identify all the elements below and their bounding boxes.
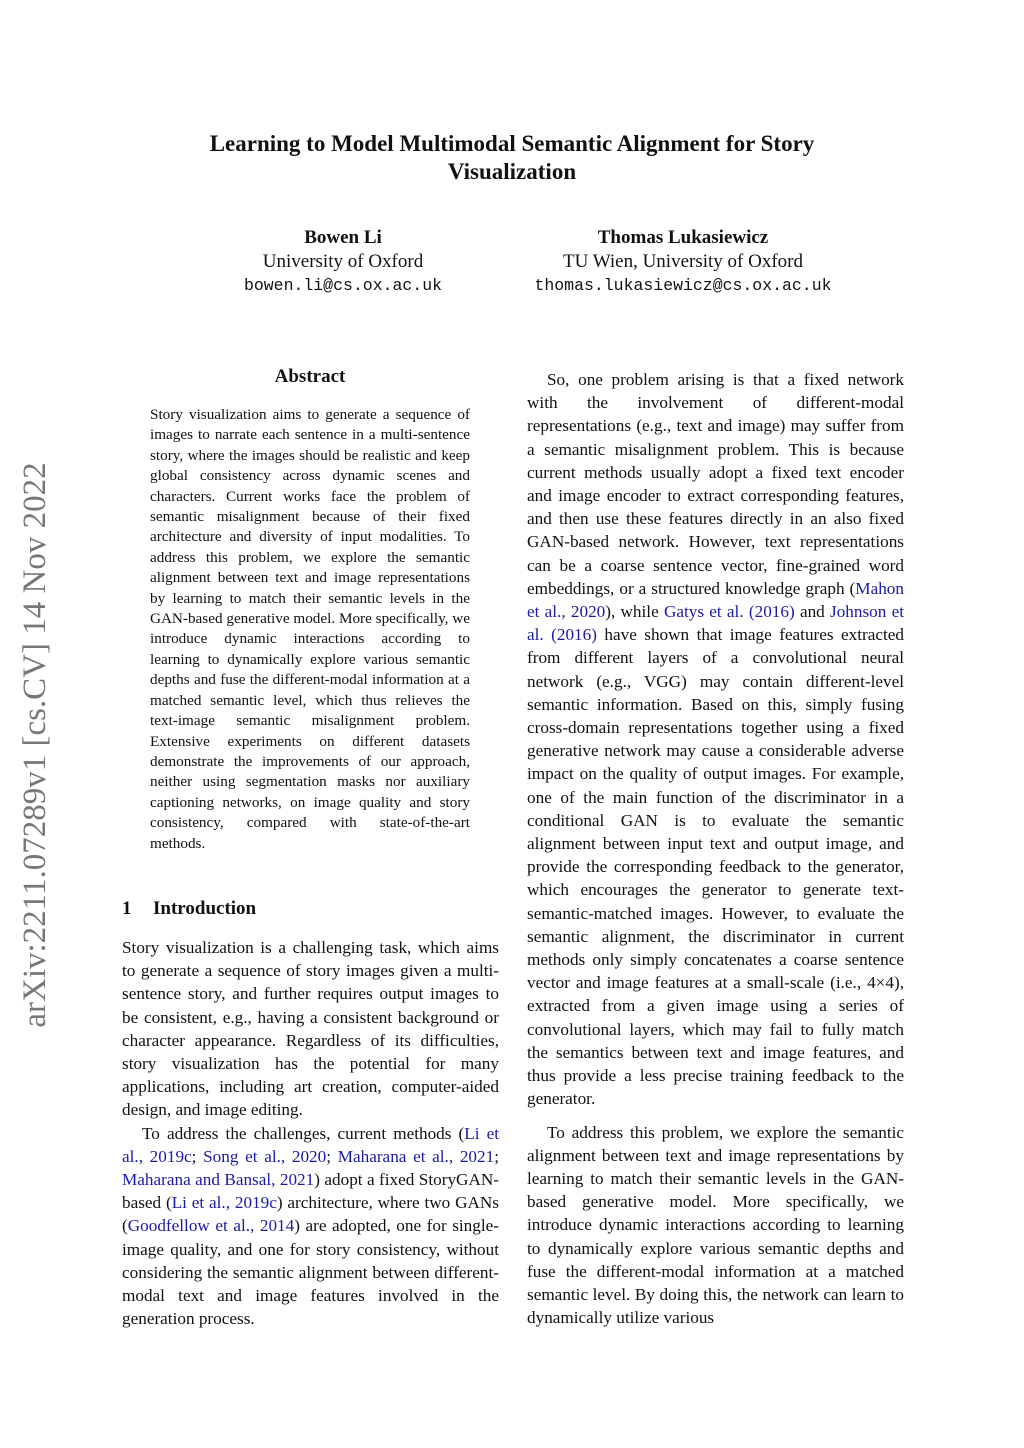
text-run: ) adopt a fixed StoryGAN-based ( [122,1170,499,1213]
citation-link[interactable]: Goodfellow et al., 2014 [127,1216,295,1236]
abstract-text: Story visualization aims to generate a sequence of images to narrate each sentence in a multi-sentence story, where the images should be realistic and keep global consistency across dynamic scenes and characters. Current works face the problem of semantic misalignment because of their fixed architecture and diversity of input modalities. To address this problem, we explore the semantic alignment between text and image representations by learning to match their semantic levels in the GAN-based generative model. More specifically, we introduce dynamic interactions according to learning to dynamically explore various semantic depths and fuse the different-modal information at a matched semantic level, which thus relieves the text-image semantic misalignment problem. Extensive experiments on different datasets demonstrate the improvements of our approach, neither using segmentation masks nor auxiliary captioning networks, on image quality and story consistency, compared with state-of-the-art methods. [150,406,470,852]
citation-link[interactable]: Johnson et al. (2016) [527,602,904,645]
text-run: ), while [605,602,664,622]
author-affiliation: TU Wien, University of Oxford [562,251,804,272]
author-block-2 [518,226,848,298]
paper-title [150,130,874,186]
arxiv-stamp: arXiv:2211.07289v1 [cs.CV] 14 Nov 2022 [17,462,53,1028]
citation-link[interactable]: Song et al., 2020 [203,1146,327,1166]
citation-link[interactable]: Maharana et al., 2021 [337,1146,495,1166]
citation-link[interactable]: Maharana and Bansal, 2021 [122,1170,315,1190]
text-run: and [794,602,830,622]
text-run: ; [191,1146,204,1166]
title-line-2: Visualization [447,159,577,184]
citation-link[interactable]: Mahon et al., 2020 [527,578,904,622]
section-title: Introduction [153,898,257,919]
abstract-heading: Abstract [274,366,346,387]
text-run: have shown that image features extracted from different layers of a convolutional neural network (e.g., VGG) may contain different-level semantic information. Based on this, simply fusing cross-domain representations together using a fixed generative network may cause a considerable adverse impact on the quality of output images. For example, one of the main function of the discriminator in a conditional GAN is to evaluate the semantic alignment between input text and output image, and provide the corresponding feedback to the generator, which encourages the generator to generate text-semantic-matched images. However, to evaluate the semantic alignment, the discriminator in current methods only simply concatenates a coarse sentence vector and image features at a small-scale (i.e., 4×4), extracted from a given image using a series of convolutional layers, which may fail to fully match the semantics between text and image features, and thus provide a less precise training feedback to the generator. [527,625,904,1109]
left-column [122,936,499,1330]
intro-paragraph-4: To address this problem, we explore the semantic alignment between text and image representations by learning to match their semantic levels in the GAN-based generative model. More specifically, we introduce dynamic interactions according to learning to dynamically explore various semantic depths and fuse the different-modal information at a matched semantic level. By doing this, the network can learn to dynamically utilize various [527,1122,904,1328]
intro-paragraph-1: Story visualization is a challenging task, which aims to generate a sequence of story images given a multi-sentence story, and further requires output images to be consistent, e.g., having a consistent background or character appearance. Regardless of its difficulties, story visualization has the potential for many applications, including art creation, computer-aided design, and image editing. [122,938,499,1120]
text-run: To address the challenges, current methods ( [142,1123,465,1143]
citation-link[interactable]: Li et al., 2019c [171,1193,277,1213]
right-column [527,368,904,1329]
author-block-1 [178,226,508,298]
intro-paragraph-3 [527,368,904,1111]
text-run: ) are adopted, one for single-image quality, and one for story consistency, without considering the semantic alignment between different-modal text and image features involved in the generation process. [122,1216,499,1329]
citation-link[interactable]: Li et al., 2019c [122,1123,499,1166]
author-email: bowen.li@cs.ox.ac.uk [243,276,443,295]
section-number: 1 [122,898,132,919]
intro-paragraph-2 [122,1122,499,1331]
text-run: So, one problem arising is that a fixed network with the involvement of different-modal representations (e.g., text and image) may suffer from a semantic misalignment problem. This is because current methods usually adopt a fixed text encoder and image encoder to extract corresponding features, and then use these features directly in an also fixed GAN-based network. However, text representations can be a coarse sentence vector, fine-grained word embeddings, or a structured knowledge graph ( [527,370,904,598]
author-name: Thomas Lukasiewicz [597,227,769,248]
text-run: ) architecture, where two GANs ( [122,1193,499,1236]
text-run: ; [326,1146,338,1166]
title-line-1: Learning to Model Multimodal Semantic Alignment for Story [209,131,815,156]
section-heading-introduction [122,898,256,920]
citation-link[interactable]: Gatys et al. (2016) [663,602,795,622]
text-run: ; [494,1146,499,1166]
author-email: thomas.lukasiewicz@cs.ox.ac.uk [534,276,832,295]
author-name: Bowen Li [304,227,382,248]
author-affiliation: University of Oxford [262,251,424,272]
